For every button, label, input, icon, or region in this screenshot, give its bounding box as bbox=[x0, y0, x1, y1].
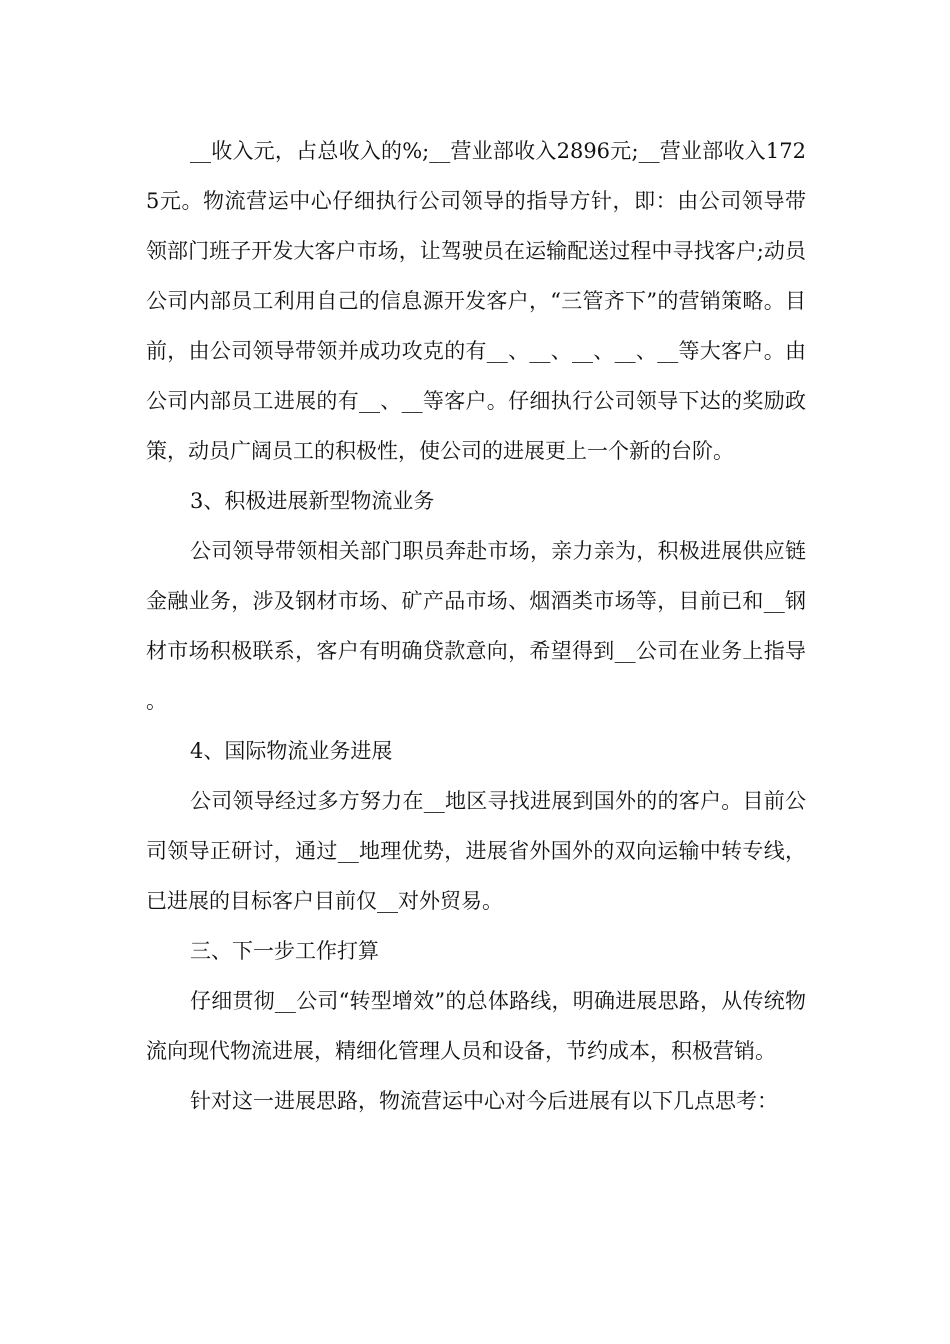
heading-new-logistics-business: 3、积极进展新型物流业务 bbox=[190, 489, 435, 513]
paragraph-international-clients: 公司领导经过多方努力在__地区寻找进展到国外的的客户。目前公司领导正研讨，通过__地理优势，进展省外国外的双向运输中转专线，已进展的目标客户目前仅__对外贸易。 bbox=[146, 789, 806, 913]
paragraph-supply-chain-finance: 公司领导带领相关部门职员奔赴市场，亲力亲为，积极进展供应链金融业务，涉及钢材市场、矿产品市场、烟酒类市场等，目前已和__钢材市场积极联系，客户有明确贷款意向，希望得到__公司在业务上指导。 bbox=[146, 539, 806, 713]
paragraph-transformation-route: 仔细贯彻__公司“转型增效”的总体路线，明确进展思路，从传统物流向现代物流进展，精细化管理人员和设备，节约成本，积极营销。 bbox=[146, 989, 806, 1063]
heading-next-step-plan: 三、下一步工作打算 bbox=[190, 939, 379, 963]
heading-international-logistics: 4、国际物流业务进展 bbox=[190, 739, 393, 763]
paragraph-development-thoughts: 针对这一进展思路，物流营运中心对今后进展有以下几点思考： bbox=[190, 1089, 778, 1113]
paragraph-revenue-marketing: __收入元，占总收入的%;__营业部收入2896元;__营业部收入1725元。物流营运中心仔细执行公司领导的指导方针，即：由公司领导带领部门班子开发大客户市场，让驾驶员在运输配送过程中寻找客户;动员公司内部员工利用自己的信息源开发客户，“三管齐下”的营销策略。目前，由公司领导带领并成功攻克的有__、__、__、__、__等大客户。由公司内部员工进展的有__、__等客户。仔细执行公司领导下达的奖励政策，动员广阔员工的积极性，使公司的进展更上一个新的台阶。 bbox=[146, 139, 806, 463]
document-body bbox=[146, 126, 806, 1126]
